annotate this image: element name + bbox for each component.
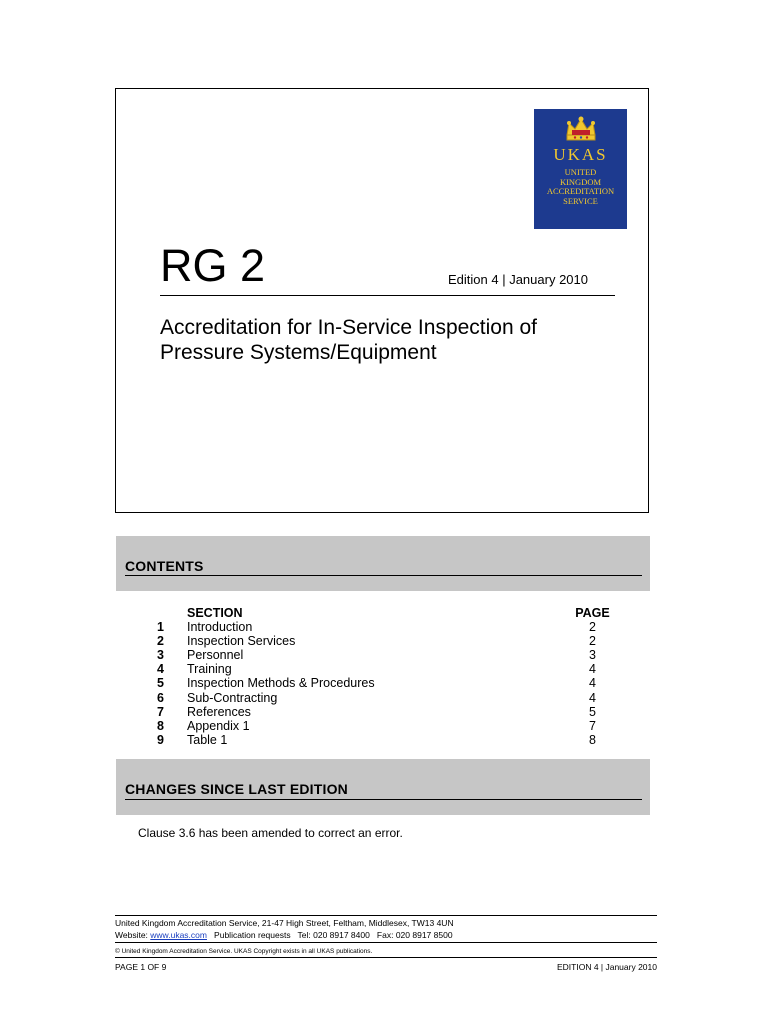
contents-rule [125, 575, 642, 576]
contents-band [116, 536, 650, 591]
section-page: 8 [589, 732, 596, 747]
contents-table [140, 606, 620, 747]
document-title: Accreditation for In-Service Inspection of Pressure Systems/Equipment [160, 316, 538, 364]
footer-edition: EDITION 4 | January 2010 [556, 962, 657, 972]
contents-row [140, 648, 620, 662]
section-page: 5 [589, 704, 596, 719]
edition-label: Edition 4 | January 2010 [448, 272, 588, 287]
footer-contact: Publication requests Tel: 020 8917 8400 Fax: 020 8917 8500 [206, 930, 453, 940]
section-page: 3 [589, 648, 596, 663]
section-number: 7 [157, 704, 164, 719]
section-page: 2 [589, 634, 596, 649]
contents-row [140, 705, 620, 719]
cover-box [115, 88, 649, 513]
section-number: 2 [157, 634, 164, 649]
footer-top-rule [115, 915, 657, 916]
section-page: 4 [589, 662, 596, 677]
changes-band [116, 759, 650, 815]
ukas-logo [534, 109, 627, 229]
contents-row [140, 634, 620, 648]
contents-row [140, 662, 620, 676]
website-link[interactable]: www.ukas.com [150, 930, 207, 940]
copyright-notice: © United Kingdom Accreditation Service. UKAS Copyright exists in all UKAS publications. [115, 948, 373, 955]
website-label: Website: [115, 930, 151, 940]
section-header: SECTION [187, 606, 243, 620]
page-number: PAGE 1 OF 9 [115, 962, 167, 972]
crown-icon [564, 115, 598, 143]
section-label: Training [187, 662, 232, 677]
section-page: 4 [589, 690, 596, 705]
footer-address: United Kingdom Accreditation Service, 21-47 High Street, Feltham, Middlesex, TW13 4UN [115, 918, 454, 928]
section-number: 8 [157, 718, 164, 733]
section-label: Personnel [187, 648, 244, 663]
contents-heading: CONTENTS [125, 558, 204, 574]
contents-header-row [140, 606, 620, 620]
section-label: References [187, 704, 251, 719]
contents-row [140, 676, 620, 690]
section-label: Inspection Methods & Procedures [187, 676, 375, 691]
footer-contact-line [115, 930, 453, 940]
section-label: Sub-Contracting [187, 690, 278, 705]
changes-heading: CHANGES SINCE LAST EDITION [125, 781, 348, 797]
contents-rows [140, 620, 620, 747]
section-number: 1 [157, 620, 164, 635]
logo-full-name: UNITED KINGDOM ACCREDITATION SERVICE [546, 167, 615, 206]
section-number: 9 [157, 732, 164, 747]
section-page: 7 [589, 718, 596, 733]
title-divider [160, 295, 615, 296]
section-number: 3 [157, 648, 164, 663]
section-label: Inspection Services [187, 634, 296, 649]
footer-middle-rule [115, 942, 657, 943]
section-label: Introduction [187, 620, 253, 635]
page-header: PAGE [575, 606, 610, 620]
contents-row [140, 719, 620, 733]
footer-bottom-rule [115, 957, 657, 958]
changes-text: Clause 3.6 has been amended to correct an error. [138, 826, 403, 840]
section-label: Appendix 1 [187, 718, 250, 733]
changes-rule [125, 799, 642, 800]
contents-row [140, 691, 620, 705]
section-page: 4 [589, 676, 596, 691]
section-number: 5 [157, 676, 164, 691]
section-number: 6 [157, 690, 164, 705]
contents-row [140, 620, 620, 634]
section-page: 2 [589, 620, 596, 635]
section-label: Table 1 [187, 732, 228, 747]
logo-text: UKAS [553, 145, 608, 164]
section-number: 4 [157, 662, 164, 677]
contents-row [140, 733, 620, 747]
document-code: RG 2 [160, 240, 266, 291]
